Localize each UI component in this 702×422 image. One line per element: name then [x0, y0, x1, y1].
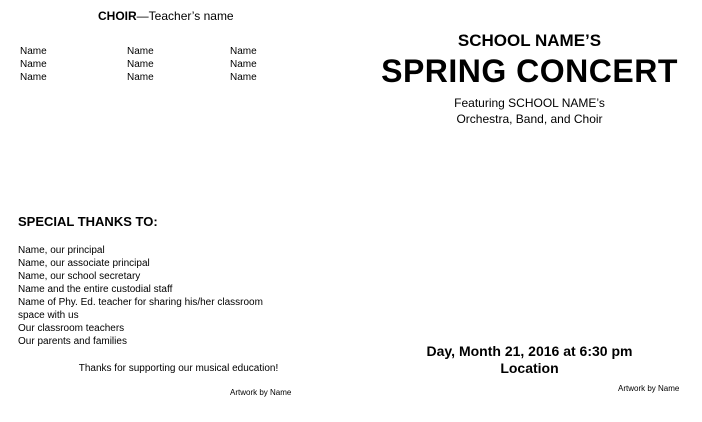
artwork-credit-right: Artwork by Name — [618, 384, 680, 393]
choir-member-name: Name — [127, 46, 154, 57]
choir-member-name: Name — [230, 72, 257, 83]
featuring-line-1: Featuring SCHOOL NAME’s — [454, 96, 605, 110]
featuring-text — [357, 95, 702, 127]
concert-title: SPRING CONCERT — [381, 53, 678, 89]
support-message: Thanks for supporting our musical education! — [78, 363, 279, 374]
choir-label: CHOIR — [98, 9, 137, 23]
school-name: SCHOOL NAME’S — [457, 31, 602, 50]
event-location: Location — [500, 360, 559, 376]
thanks-item: Our classroom teachers — [18, 323, 125, 334]
name-column-2 — [127, 45, 154, 84]
thanks-item: Name and the entire custodial staff — [18, 284, 173, 295]
choir-member-name: Name — [20, 46, 47, 57]
thanks-item: Our parents and families — [18, 336, 127, 347]
choir-member-name: Name — [127, 72, 154, 83]
thanks-item: Name of Phy. Ed. teacher for sharing his/her classroom — [18, 297, 263, 308]
artwork-credit-left: Artwork by Name — [230, 388, 292, 397]
special-thanks-list — [18, 244, 263, 348]
choir-teacher: —Teacher’s name — [136, 9, 234, 23]
thanks-item: Name, our principal — [18, 245, 105, 256]
thanks-item: space with us — [18, 310, 79, 321]
choir-member-name: Name — [230, 59, 257, 70]
special-thanks-heading: SPECIAL THANKS TO: — [18, 214, 158, 229]
featuring-line-2: Orchestra, Band, and Choir — [456, 112, 603, 126]
thanks-item: Name, our associate principal — [18, 258, 150, 269]
name-column-1 — [20, 45, 47, 84]
thanks-item: Name, our school secretary — [18, 271, 141, 282]
name-column-3 — [230, 45, 257, 84]
choir-member-name: Name — [20, 72, 47, 83]
choir-member-name: Name — [127, 59, 154, 70]
choir-member-name: Name — [20, 59, 47, 70]
choir-heading — [98, 9, 234, 23]
choir-member-name: Name — [230, 46, 257, 57]
event-date-time: Day, Month 21, 2016 at 6:30 pm — [426, 343, 633, 359]
